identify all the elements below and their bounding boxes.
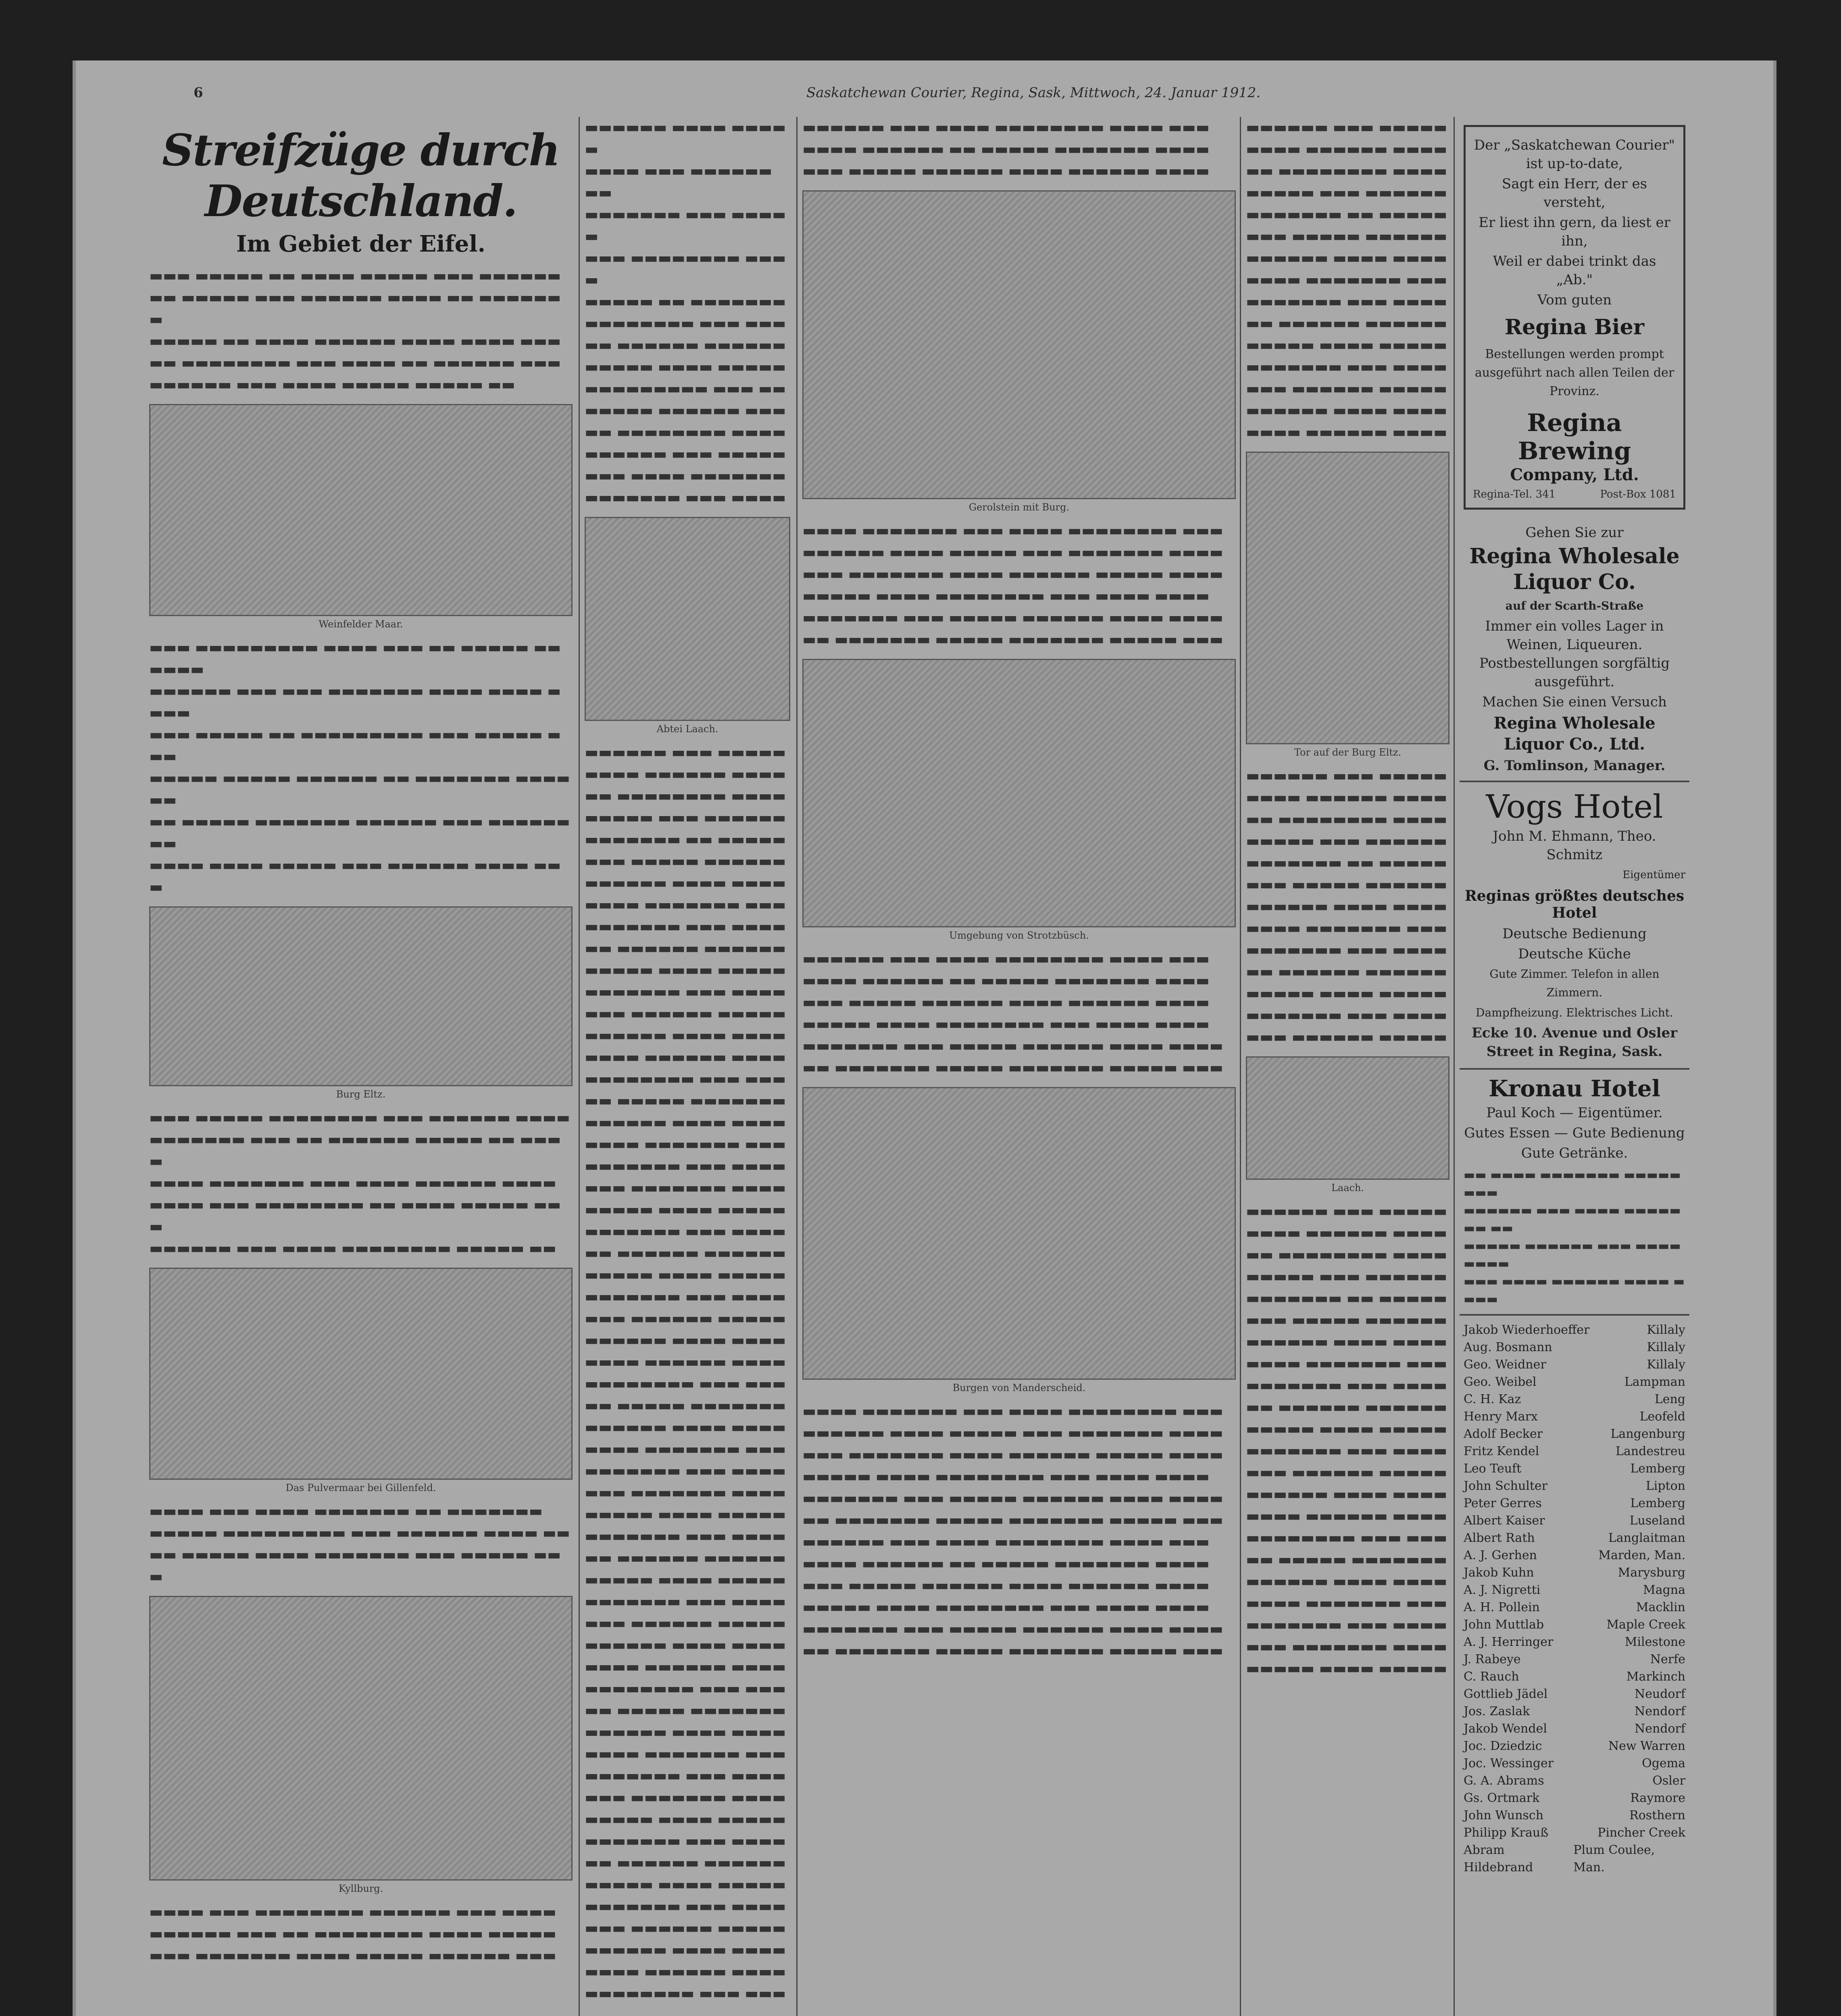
- column-rule: [796, 117, 798, 2016]
- ad-line: Weil er dabei trinkt das „Ab.": [1493, 253, 1656, 288]
- agent-name: A. J. Nigretti: [1464, 1583, 1541, 1597]
- hotel-name: Vogs Hotel: [1486, 788, 1663, 825]
- agent-place: Milestone: [1624, 1635, 1685, 1649]
- courier-ad: [1464, 125, 1685, 510]
- agent-row: [1464, 1547, 1685, 1564]
- article-body: ▬▬▬▬ ▬▬▬ ▬▬▬▬ ▬▬▬▬▬▬▬ ▬▬ ▬▬▬▬▬▬▬ ▬▬▬▬▬ ▬▬▬▬▬▬▬▬▬ ▬▬▬ ▬▬▬▬▬▬ ▬▬▬▬ ▬▬ ▬▬ ▬▬▬▬▬ ▬▬▬▬ ▬▬▬▬▬▬▬ ▬▬▬ ▬▬▬▬▬ ▬▬▬: [149, 1503, 570, 1585]
- agent-name: Henry Marx: [1464, 1410, 1538, 1424]
- hotel-name: Kronau Hotel: [1489, 1075, 1660, 1102]
- wholesale-cta: Machen Sie einen Versuch: [1482, 694, 1667, 710]
- hotel-line: Dampfheizung. Elektrisches Licht.: [1476, 1006, 1673, 1019]
- agent-place: Langlaitman: [1608, 1531, 1685, 1545]
- illustration: [1246, 1056, 1449, 1180]
- illustration: [802, 659, 1236, 927]
- agent-name: Joc. Wessinger: [1464, 1756, 1554, 1770]
- agent-row: [1464, 1425, 1685, 1443]
- agent-row: [1464, 1460, 1685, 1477]
- hotel-owners: John M. Ehmann, Theo. Schmitz: [1493, 828, 1656, 863]
- agent-row: [1464, 1841, 1685, 1876]
- article-body: ▬▬▬▬ ▬▬▬▬▬▬▬ ▬▬▬ ▬▬▬▬ ▬▬▬▬▬▬▬▬ ▬▬▬ ▬▬▬▬▬▬ ▬▬▬▬ ▬▬▬▬▬ ▬▬▬ ▬▬▬▬▬▬▬ ▬▬▬▬ ▬▬▬ ▬▬▬▬▬▬▬ ▬▬▬▬ ▬▬▬▬▬▬ ▬▬▬▬▬ ▬▬▬▬ ▬▬▬▬▬ ▬▬▬▬ ▬▬▬▬▬▬▬▬ ▬▬▬ ▬▬▬▬ ▬▬▬▬ ▬▬▬▬▬▬▬ ▬▬▬ ▬▬▬▬▬ ▬▬▬▬▬▬ ▬▬▬▬ ▬▬▬▬ ▬▬ ▬▬▬▬▬▬▬ ▬▬▬▬▬ ▬▬▬▬▬▬▬ ▬▬▬▬▬ ▬▬▬ ▬▬▬▬▬▬ ▬▬▬ ▬▬▬▬ ▬▬▬▬▬▬▬▬ ▬▬▬▬ ▬▬▬ ▬▬▬▬ ▬▬▬▬▬▬ ▬▬ ▬▬▬▬▬ ▬▬▬▬▬▬▬ ▬▬▬▬ ▬▬▬ ▬▬▬▬▬ ▬▬▬▬▬▬ ▬▬▬▬ ▬▬▬▬▬▬ ▬▬▬▬ ▬▬▬▬▬ ▬▬▬▬ ▬▬▬▬▬▬▬▬ ▬▬▬ ▬▬▬▬ ▬▬▬▬ ▬▬▬▬▬▬▬ ▬▬▬ ▬▬▬▬▬ ▬▬▬▬▬▬ ▬▬▬▬ ▬▬▬▬ ▬▬ ▬▬▬▬▬▬▬ ▬▬▬▬▬ ▬▬▬▬▬▬▬ ▬▬▬▬▬ ▬▬▬: [802, 1403, 1223, 1659]
- article-body: ▬▬▬▬▬▬ ▬▬▬ ▬▬▬▬▬ ▬▬▬▬ ▬▬▬▬▬▬ ▬▬▬▬ ▬▬ ▬▬▬▬▬▬▬▬ ▬▬▬▬ ▬▬▬▬▬ ▬▬▬ ▬▬▬▬▬▬ ▬▬▬▬▬▬▬ ▬▬ ▬▬▬▬▬ ▬▬▬ ▬▬▬▬▬ ▬▬▬▬▬▬ ▬▬▬▬▬▬ ▬▬▬▬ ▬▬▬▬ ▬▬▬▬ ▬▬▬▬▬▬▬ ▬▬▬ ▬▬▬▬▬▬▬ ▬▬▬ ▬▬▬▬ ▬▬ ▬▬▬▬▬▬ ▬▬▬▬▬▬ ▬▬▬▬▬ ▬▬▬▬ ▬▬▬▬▬ ▬▬▬▬▬▬▬ ▬▬▬ ▬▬▬▬ ▬▬▬ ▬▬▬▬▬▬ ▬▬▬▬▬ ▬▬▬▬▬▬ ▬▬▬▬ ▬▬▬▬ ▬▬▬▬ ▬▬▬▬▬▬ ▬▬▬▬ ▬▬▬▬▬▬▬▬ ▬▬▬ ▬▬▬ ▬▬ ▬▬▬▬▬ ▬▬▬▬▬▬▬ ▬▬▬▬▬▬ ▬▬▬▬ ▬▬▬▬ ▬▬▬▬ ▬▬▬▬▬▬▬ ▬▬▬ ▬▬▬▬▬▬▬ ▬▬▬ ▬▬▬▬ ▬▬▬ ▬▬▬▬▬▬▬ ▬▬▬▬ ▬▬▬▬▬ ▬▬▬▬ ▬▬▬▬▬: [1246, 1203, 1447, 1677]
- hotel-address: Ecke 10. Avenue und Osler Street in Regina, Sask.: [1471, 1025, 1678, 1060]
- agent-name: Philipp Krauß: [1464, 1826, 1549, 1840]
- article-body: ▬▬▬▬ ▬▬▬▬▬▬▬ ▬▬▬ ▬▬▬▬ ▬▬▬▬▬▬▬▬ ▬▬▬ ▬▬▬▬▬▬ ▬▬▬▬ ▬▬▬▬▬ ▬▬▬ ▬▬▬▬▬▬▬ ▬▬▬▬ ▬▬▬ ▬▬▬▬▬▬▬ ▬▬▬▬ ▬▬▬▬▬▬ ▬▬▬▬▬ ▬▬▬▬ ▬▬▬▬▬ ▬▬▬▬ ▬▬▬▬▬▬▬▬ ▬▬▬ ▬▬▬▬ ▬▬▬▬ ▬▬▬▬▬▬▬ ▬▬▬ ▬▬▬▬▬ ▬▬▬▬▬▬ ▬▬▬▬ ▬▬▬▬ ▬▬ ▬▬▬▬▬▬▬ ▬▬▬▬▬ ▬▬▬▬▬▬▬ ▬▬▬▬▬ ▬▬▬: [802, 523, 1223, 648]
- agent-name: A. J. Gerhen: [1464, 1548, 1537, 1562]
- agent-place: Raymore: [1630, 1791, 1685, 1805]
- column-6: [1246, 117, 1449, 2016]
- column-rule: [1454, 117, 1455, 2016]
- article-body: ▬▬▬ ▬▬▬▬▬ ▬▬ ▬▬▬▬ ▬▬▬▬▬ ▬▬▬ ▬▬▬▬▬▬ ▬▬ ▬▬▬▬▬ ▬▬▬ ▬▬▬▬▬▬ ▬▬▬▬ ▬▬ ▬▬▬▬▬▬▬ ▬▬▬▬▬ ▬▬ ▬▬▬▬ ▬▬▬▬▬▬ ▬▬▬▬ ▬▬▬▬ ▬▬▬ ▬▬ ▬▬▬▬▬▬▬▬ ▬▬▬ ▬▬▬▬ ▬▬ ▬▬▬▬▬▬ ▬▬▬ ▬▬▬▬▬▬ ▬▬▬ ▬▬▬▬ ▬▬▬▬▬ ▬▬▬▬▬ ▬▬: [149, 268, 561, 393]
- hotel-line: Deutsche Küche: [1518, 946, 1631, 962]
- agent-name: Geo. Weidner: [1464, 1358, 1546, 1372]
- agent-name: Geo. Weibel: [1464, 1375, 1537, 1389]
- agent-row: [1464, 1321, 1685, 1339]
- company-name: Regina Brewing: [1518, 409, 1631, 465]
- article-body: ▬▬▬▬▬▬ ▬▬▬▬ ▬▬▬▬▬ ▬▬▬▬ ▬▬▬ ▬▬▬▬▬▬ ▬▬ ▬▬▬▬▬▬▬ ▬▬▬ ▬▬▬▬▬ ▬▬▬ ▬▬▬▬▬▬▬▬ ▬▬▬▬ ▬▬▬▬▬ ▬▬ ▬▬▬▬▬▬▬ ▬▬▬▬▬▬▬▬ ▬▬▬ ▬▬▬ ▬▬ ▬▬▬▬▬▬ ▬▬▬▬▬▬ ▬▬▬▬▬ ▬▬▬▬ ▬▬▬▬▬ ▬▬▬▬▬▬▬▬▬ ▬▬▬ ▬▬ ▬▬▬▬▬ ▬▬▬▬▬▬ ▬▬▬ ▬▬ ▬▬▬▬▬▬▬▬ ▬▬▬▬ ▬▬▬▬▬▬ ▬▬▬ ▬▬▬▬▬ ▬▬▬ ▬▬▬▬ ▬▬▬▬▬▬▬ ▬▬▬▬▬▬▬ ▬▬▬ ▬▬▬▬: [585, 119, 786, 506]
- page-number: 6: [194, 85, 203, 101]
- ad-line: Der „Saskatchewan Courier" ist up-to-date,: [1474, 137, 1675, 172]
- ad-intro: Gehen Sie zur: [1525, 525, 1624, 541]
- hotel-owner: Paul Koch — Eigentümer.: [1486, 1105, 1663, 1121]
- agent-name: Albert Rath: [1464, 1531, 1535, 1545]
- agent-name: Peter Gerres: [1464, 1496, 1542, 1510]
- article-body: ▬▬▬▬▬▬ ▬▬▬ ▬▬▬▬▬ ▬▬▬▬ ▬▬▬▬▬▬ ▬▬▬▬ ▬▬ ▬▬▬▬▬▬▬▬ ▬▬▬▬ ▬▬▬▬▬ ▬▬▬ ▬▬▬▬▬▬ ▬▬▬▬▬▬▬ ▬▬ ▬▬▬▬▬ ▬▬▬ ▬▬▬▬▬ ▬▬▬▬▬▬ ▬▬▬▬▬▬ ▬▬▬▬ ▬▬▬▬ ▬▬▬▬ ▬▬▬▬▬▬▬ ▬▬▬ ▬▬▬▬▬▬▬ ▬▬▬ ▬▬▬▬ ▬▬ ▬▬▬▬▬▬ ▬▬▬▬▬▬ ▬▬▬▬▬ ▬▬▬▬ ▬▬▬▬▬ ▬▬▬▬▬▬▬ ▬▬▬ ▬▬▬▬ ▬▬▬ ▬▬▬▬▬▬ ▬▬▬▬▬ ▬▬▬▬▬▬ ▬▬▬▬ ▬▬▬▬ ▬▬▬▬ ▬▬▬▬▬▬ ▬▬▬▬ ▬▬▬▬▬▬▬▬ ▬▬▬ ▬▬▬ ▬▬ ▬▬▬▬▬ ▬▬▬▬▬▬▬ ▬▬▬▬▬▬ ▬▬▬▬ ▬▬▬▬ ▬▬▬▬ ▬▬▬▬▬▬▬ ▬▬▬ ▬▬▬▬▬▬▬ ▬▬▬ ▬▬▬▬ ▬▬▬ ▬▬▬▬▬▬▬ ▬▬▬▬ ▬▬▬▬▬ ▬▬▬▬ ▬▬▬▬▬ ▬▬▬▬▬▬▬ ▬▬▬ ▬▬▬▬ ▬▬ ▬▬▬▬▬▬ ▬▬▬▬▬▬ ▬▬▬▬▬ ▬▬▬▬ ▬▬▬▬▬ ▬▬▬▬▬▬▬ ▬▬▬ ▬▬▬▬ ▬▬▬ ▬▬▬▬▬▬ ▬▬▬▬▬ ▬▬▬▬▬▬ ▬▬▬▬ ▬▬▬▬ ▬▬▬▬ ▬▬▬▬▬▬ ▬▬▬▬ ▬▬▬▬▬▬▬▬ ▬▬▬ ▬▬▬ ▬▬ ▬▬▬▬▬ ▬▬▬▬▬▬▬ ▬▬▬▬▬▬ ▬▬▬▬ ▬▬▬▬ ▬▬▬▬ ▬▬▬▬▬▬▬ ▬▬▬ ▬▬▬▬▬▬▬ ▬▬▬ ▬▬▬▬ ▬▬▬ ▬▬▬▬▬▬▬ ▬▬▬▬ ▬▬▬▬▬ ▬▬▬▬ ▬▬▬▬▬ ▬▬▬▬▬▬▬ ▬▬▬ ▬▬▬▬ ▬▬ ▬▬▬▬▬▬ ▬▬▬▬▬▬ ▬▬▬▬▬ ▬▬▬▬ ▬▬▬▬▬ ▬▬▬▬▬▬▬ ▬▬▬ ▬▬▬▬ ▬▬▬ ▬▬▬▬▬▬ ▬▬▬▬▬ ▬▬▬▬▬▬ ▬▬▬▬ ▬▬▬▬ ▬▬▬▬ ▬▬▬▬▬▬ ▬▬▬▬ ▬▬▬▬▬▬▬▬ ▬▬▬ ▬▬▬ ▬▬ ▬▬▬▬▬ ▬▬▬▬▬▬▬ ▬▬▬▬▬▬ ▬▬▬▬ ▬▬▬▬ ▬▬▬▬ ▬▬▬▬▬▬▬ ▬▬▬ ▬▬▬▬▬▬▬ ▬▬▬ ▬▬▬▬ ▬▬▬ ▬▬▬▬▬▬▬ ▬▬▬▬ ▬▬▬▬▬ ▬▬▬▬ ▬▬▬▬▬ ▬▬▬▬▬▬▬ ▬▬▬ ▬▬▬▬ ▬▬ ▬▬▬▬▬▬ ▬▬▬▬▬▬ ▬▬▬▬▬ ▬▬▬▬ ▬▬▬▬▬ ▬▬▬▬▬▬▬ ▬▬▬ ▬▬▬▬ ▬▬▬ ▬▬▬▬▬▬ ▬▬▬▬▬ ▬▬▬▬▬▬ ▬▬▬▬ ▬▬▬▬ ▬▬▬▬ ▬▬▬▬▬▬ ▬▬▬▬ ▬▬▬▬▬▬▬▬ ▬▬▬ ▬▬▬: [585, 744, 786, 2002]
- agent-row: [1464, 1633, 1685, 1651]
- agent-row: [1464, 1529, 1685, 1547]
- agent-row: [1464, 1512, 1685, 1529]
- illustration: [149, 906, 573, 1086]
- brand-name: Regina Bier: [1504, 315, 1645, 339]
- agent-place: New Warren: [1608, 1739, 1685, 1753]
- agent-row: [1464, 1651, 1685, 1668]
- agent-name: Gottlieb Jädel: [1464, 1687, 1548, 1701]
- agent-place: Killaly: [1647, 1358, 1685, 1372]
- agent-place: Pincher Creek: [1597, 1826, 1685, 1840]
- agent-row: [1464, 1356, 1685, 1373]
- agent-place: Lipton: [1645, 1479, 1685, 1493]
- agent-row: [1464, 1772, 1685, 1789]
- article-title: Streifzüge durch Deutschland.: [162, 125, 560, 227]
- agent-name: John Schulter: [1464, 1479, 1548, 1493]
- agent-place: Lampman: [1624, 1375, 1685, 1389]
- wholesale-name-2: Regina Wholesale Liquor Co., Ltd.: [1493, 714, 1656, 754]
- column-1: [149, 117, 573, 2016]
- agent-place: Nendorf: [1634, 1704, 1685, 1718]
- agent-name: Fritz Kendel: [1464, 1444, 1539, 1458]
- caption: Burg Eltz.: [336, 1089, 386, 1100]
- agent-name: Jakob Wendel: [1464, 1722, 1547, 1736]
- post-box: Post-Box 1081: [1600, 488, 1676, 500]
- agent-place: Macklin: [1636, 1600, 1685, 1614]
- agent-place: Marden, Man.: [1598, 1548, 1685, 1562]
- caption: Kyllburg.: [338, 1883, 383, 1894]
- agent-name: A. H. Pollein: [1464, 1600, 1540, 1614]
- agent-name: Aug. Bosmann: [1464, 1340, 1552, 1354]
- agent-row: [1464, 1703, 1685, 1720]
- agent-place: Landestreu: [1616, 1444, 1685, 1458]
- agent-name: Albert Kaiser: [1464, 1514, 1545, 1528]
- wholesale-text: Immer ein volles Lager in Weinen, Liqueuren. Postbestellungen sorgfältig ausgeführt.: [1479, 618, 1670, 690]
- agent-row: [1464, 1339, 1685, 1356]
- agent-place: Leofeld: [1639, 1410, 1685, 1424]
- column-rule: [579, 117, 580, 2016]
- agent-row: [1464, 1824, 1685, 1841]
- masthead: Saskatchewan Courier, Regina, Sask, Mittwoch, 24. Januar 1912.: [806, 85, 1261, 101]
- agent-name: John Muttlab: [1464, 1618, 1544, 1632]
- agent-place: Leng: [1654, 1392, 1685, 1406]
- agent-name: G. A. Abrams: [1464, 1774, 1544, 1788]
- agent-row: [1464, 1789, 1685, 1807]
- agent-name: Abram Hildebrand: [1464, 1843, 1533, 1874]
- ad-line: Sagt ein Herr, der es versteht,: [1502, 176, 1647, 210]
- agent-row: [1464, 1408, 1685, 1425]
- agent-place: Markinch: [1626, 1670, 1685, 1684]
- hotel-line: Deutsche Bedienung: [1502, 926, 1647, 942]
- agent-name: Leo Teuft: [1464, 1462, 1522, 1476]
- company-sub: Company, Ltd.: [1510, 465, 1639, 484]
- agent-place: Lemberg: [1630, 1496, 1685, 1510]
- agent-place: Osler: [1652, 1774, 1685, 1788]
- article-body: ▬▬▬▬▬▬ ▬▬▬ ▬▬▬▬ ▬▬▬▬▬▬▬▬ ▬▬▬▬ ▬▬▬ ▬▬▬▬ ▬▬▬▬▬▬ ▬▬ ▬▬▬▬▬ ▬▬▬▬▬▬▬ ▬▬▬▬ ▬▬▬ ▬▬▬▬▬ ▬▬▬▬▬▬ ▬▬▬▬ ▬▬▬▬▬▬ ▬▬▬▬: [802, 119, 1210, 179]
- agent-row: [1464, 1668, 1685, 1685]
- agent-row: [1464, 1599, 1685, 1616]
- caption: Weinfelder Maar.: [319, 619, 403, 630]
- agent-place: Maple Creek: [1606, 1618, 1685, 1632]
- agent-place: Rosthern: [1629, 1808, 1685, 1822]
- agent-name: C. Rauch: [1464, 1670, 1519, 1684]
- caption: Abtei Laach.: [656, 723, 718, 735]
- ad-line: Vom guten: [1537, 292, 1612, 308]
- hotel-tagline: Reginas größtes deutsches Hotel: [1464, 887, 1685, 921]
- agent-name: Joc. Dziedzic: [1464, 1739, 1542, 1753]
- caption: Gerolstein mit Burg.: [968, 502, 1070, 513]
- agent-name: A. J. Herringer: [1464, 1635, 1554, 1649]
- illustration: [149, 1268, 573, 1480]
- article-body: ▬▬▬ ▬▬▬▬▬▬▬▬▬ ▬▬▬▬ ▬▬▬ ▬▬ ▬▬▬▬▬ ▬▬▬▬▬▬ ▬▬▬▬▬▬ ▬▬▬ ▬▬▬ ▬▬▬▬▬▬▬ ▬▬▬▬ ▬▬▬▬ ▬▬▬▬ ▬▬▬ ▬▬▬▬▬ ▬▬ ▬▬▬▬▬▬▬▬▬ ▬▬▬ ▬▬▬▬▬ ▬▬▬ ▬▬▬▬▬ ▬▬▬▬▬ ▬▬▬▬▬▬ ▬▬ ▬▬▬▬▬▬▬ ▬▬▬▬ ▬▬ ▬▬ ▬▬▬▬▬ ▬▬▬▬▬▬▬ ▬▬▬▬▬▬ ▬▬▬ ▬▬▬▬▬▬▬▬ ▬▬▬▬ ▬▬▬▬ ▬▬▬▬▬ ▬▬▬ ▬▬▬▬▬▬ ▬▬▬▬ ▬▬▬: [149, 639, 570, 896]
- ad-note: Bestellungen werden prompt ausgeführt nach allen Teilen der Provinz.: [1474, 347, 1674, 398]
- wholesale-name: Regina Wholesale Liquor Co.: [1469, 544, 1680, 594]
- agent-row: [1464, 1720, 1685, 1737]
- agent-row: [1464, 1755, 1685, 1772]
- agent-row: [1464, 1443, 1685, 1460]
- agent-row: [1464, 1373, 1685, 1391]
- wholesale-street: auf der Scarth-Straße: [1505, 599, 1644, 612]
- agent-row: [1464, 1737, 1685, 1755]
- agent-place: Ogema: [1642, 1756, 1685, 1770]
- caption: Laach.: [1331, 1182, 1364, 1193]
- agent-row: [1464, 1807, 1685, 1824]
- ad-body: ▬▬ ▬▬▬▬ ▬▬▬▬▬▬▬ ▬▬▬▬▬▬▬▬ ▬▬▬▬▬▬ ▬▬▬ ▬▬▬▬ ▬▬▬▬▬▬▬ ▬▬ ▬▬▬▬▬ ▬▬▬▬▬▬ ▬▬▬ ▬▬▬▬▬▬▬▬ ▬▬▬ ▬▬▬▬ ▬▬▬▬▬▬ ▬▬▬▬ ▬▬▬▬: [1464, 1168, 1685, 1306]
- agent-name: C. H. Kaz: [1464, 1392, 1521, 1406]
- ads-column: [1460, 117, 1689, 2016]
- agent-place: Nendorf: [1634, 1722, 1685, 1736]
- illustration: [149, 1596, 573, 1881]
- illustration: [802, 1087, 1236, 1380]
- agent-row: [1464, 1581, 1685, 1599]
- agent-place: Killaly: [1647, 1340, 1685, 1354]
- article-body: ▬▬▬▬ ▬▬▬ ▬▬▬▬▬▬▬▬ ▬▬▬▬▬▬ ▬▬▬ ▬▬▬▬ ▬▬▬▬▬▬ ▬▬▬ ▬▬ ▬▬▬▬▬▬▬▬ ▬▬▬▬ ▬▬▬▬▬ ▬▬▬ ▬▬▬▬▬▬▬ ▬▬▬▬ ▬▬▬▬▬ ▬▬▬▬▬▬ ▬▬▬: [149, 1904, 556, 1964]
- kronau-hotel-ad: [1460, 1068, 1689, 1314]
- vogs-hotel-ad: [1460, 781, 1689, 1068]
- page-header: [73, 85, 1770, 113]
- agent-place: Luseland: [1629, 1514, 1685, 1528]
- agent-name: Jos. Zaslak: [1464, 1704, 1530, 1718]
- wholesale-manager: G. Tomlinson, Manager.: [1483, 758, 1666, 774]
- illustration: [1246, 452, 1449, 744]
- agent-row: [1464, 1477, 1685, 1495]
- agent-row: [1464, 1391, 1685, 1408]
- agent-place: Marysburg: [1618, 1566, 1685, 1580]
- ad-line: Er liest ihn gern, da liest er ihn,: [1479, 215, 1670, 249]
- article-body: ▬▬▬▬▬▬ ▬▬▬ ▬▬▬▬▬ ▬▬▬▬ ▬▬▬▬▬▬ ▬▬▬▬ ▬▬ ▬▬▬▬▬▬▬▬ ▬▬▬▬ ▬▬▬▬▬ ▬▬▬ ▬▬▬▬▬▬ ▬▬▬▬▬▬▬ ▬▬ ▬▬▬▬▬ ▬▬▬ ▬▬▬▬▬ ▬▬▬▬▬▬ ▬▬▬▬▬▬ ▬▬▬▬ ▬▬▬▬ ▬▬▬▬ ▬▬▬▬▬▬▬ ▬▬▬ ▬▬▬▬▬▬▬ ▬▬▬ ▬▬▬▬ ▬▬ ▬▬▬▬▬▬ ▬▬▬▬▬▬ ▬▬▬▬▬ ▬▬▬▬ ▬▬▬▬▬ ▬▬▬▬▬▬▬ ▬▬▬ ▬▬▬▬ ▬▬▬ ▬▬▬▬▬▬ ▬▬▬▬▬ ▬▬▬▬▬▬ ▬▬▬▬ ▬▬▬▬ ▬▬▬▬ ▬▬▬▬▬▬ ▬▬▬▬: [1246, 119, 1447, 441]
- agent-row: [1464, 1495, 1685, 1512]
- agent-row: [1464, 1616, 1685, 1633]
- column-4: [802, 117, 1236, 2016]
- agent-row: [1464, 1685, 1685, 1703]
- article-body: ▬▬▬▬▬▬ ▬▬▬ ▬▬▬▬ ▬▬▬▬▬▬▬▬ ▬▬▬▬ ▬▬▬ ▬▬▬▬ ▬▬▬▬▬▬ ▬▬ ▬▬▬▬▬ ▬▬▬▬▬▬▬ ▬▬▬▬ ▬▬▬ ▬▬▬▬▬ ▬▬▬▬▬▬ ▬▬▬▬ ▬▬▬▬▬▬ ▬▬▬▬ ▬▬▬▬▬ ▬▬▬▬ ▬▬▬▬▬▬▬▬ ▬▬▬ ▬▬▬▬ ▬▬▬▬ ▬▬▬▬▬▬▬ ▬▬▬ ▬▬▬▬▬ ▬▬▬▬▬▬ ▬▬▬▬ ▬▬▬▬ ▬▬ ▬▬▬▬▬▬▬ ▬▬▬▬▬ ▬▬▬▬▬▬▬ ▬▬▬▬▬ ▬▬▬: [802, 951, 1223, 1076]
- caption: Burgen von Manderscheid.: [952, 1382, 1086, 1393]
- agent-place: Plum Coulee, Man.: [1573, 1843, 1655, 1874]
- hotel-owners-role: Eigentümer: [1622, 869, 1685, 881]
- hotel-line: Gute Getränke.: [1521, 1145, 1628, 1161]
- agent-name: Jakob Wiederhoeffer: [1464, 1323, 1590, 1337]
- wholesale-ad: [1460, 518, 1689, 781]
- agent-name: Adolf Becker: [1464, 1427, 1543, 1441]
- agent-name: Gs. Ortmark: [1464, 1791, 1540, 1805]
- agent-row: [1464, 1564, 1685, 1581]
- agent-place: Nerfe: [1650, 1652, 1685, 1666]
- article-body: ▬▬▬▬▬▬ ▬▬▬ ▬▬▬▬▬ ▬▬▬▬ ▬▬▬▬▬▬ ▬▬▬▬ ▬▬ ▬▬▬▬▬▬▬▬ ▬▬▬▬ ▬▬▬▬▬ ▬▬▬ ▬▬▬▬▬▬ ▬▬▬▬▬▬▬ ▬▬ ▬▬▬▬▬ ▬▬▬ ▬▬▬▬▬ ▬▬▬▬▬▬ ▬▬▬▬▬▬ ▬▬▬▬ ▬▬▬▬ ▬▬▬▬ ▬▬▬▬▬▬▬ ▬▬▬ ▬▬▬▬▬▬▬ ▬▬▬ ▬▬▬▬ ▬▬ ▬▬▬▬▬▬ ▬▬▬▬▬▬ ▬▬▬▬▬ ▬▬▬▬ ▬▬▬▬▬ ▬▬▬▬▬▬▬ ▬▬▬ ▬▬▬▬ ▬▬▬ ▬▬▬▬▬▬ ▬▬▬▬▬: [1246, 768, 1447, 1045]
- illustration: [149, 404, 573, 616]
- agents-list: [1460, 1314, 1689, 1882]
- column-rule: [1240, 117, 1241, 2016]
- hotel-line: Gute Zimmer. Telefon in allen Zimmern.: [1489, 967, 1660, 999]
- article-body: ▬▬▬ ▬▬▬▬▬ ▬▬▬▬▬▬▬▬ ▬▬▬ ▬▬▬▬▬▬ ▬▬▬▬ ▬▬▬▬▬▬▬ ▬▬▬ ▬▬ ▬▬▬▬▬▬ ▬▬▬▬▬ ▬▬ ▬▬▬▬ ▬▬▬▬ ▬▬▬▬▬▬▬ ▬▬▬ ▬▬▬▬ ▬▬▬▬▬▬ ▬▬▬▬ ▬▬▬▬ ▬▬▬ ▬▬▬▬▬▬▬▬ ▬▬ ▬▬▬▬ ▬▬▬▬▬ ▬▬▬ ▬▬▬▬▬▬ ▬▬▬ ▬▬▬▬ ▬▬▬▬▬▬▬▬ ▬▬▬▬▬ ▬▬: [149, 1110, 570, 1257]
- caption: Das Pulvermaar bei Gillenfeld.: [285, 1482, 436, 1493]
- agent-place: Neudorf: [1634, 1687, 1685, 1701]
- agent-place: Lemberg: [1630, 1462, 1685, 1476]
- agent-place: Magna: [1643, 1583, 1685, 1597]
- column-3: [585, 117, 790, 2016]
- caption: Tor auf der Burg Eltz.: [1294, 747, 1402, 758]
- article-subtitle: Im Gebiet der Eifel.: [236, 231, 486, 257]
- agent-name: Jakob Kuhn: [1464, 1566, 1534, 1580]
- agent-name: J. Rabeye: [1464, 1652, 1521, 1666]
- agent-place: Killaly: [1647, 1323, 1685, 1337]
- agent-name: John Wunsch: [1464, 1808, 1544, 1822]
- illustration: [585, 517, 790, 721]
- caption: Umgebung von Strotzbüsch.: [949, 930, 1089, 941]
- phone-number: Regina-Tel. 341: [1473, 488, 1556, 500]
- hotel-line: Gutes Essen — Gute Bedienung: [1464, 1125, 1685, 1141]
- agent-place: Langenburg: [1610, 1427, 1685, 1441]
- illustration: [802, 190, 1236, 499]
